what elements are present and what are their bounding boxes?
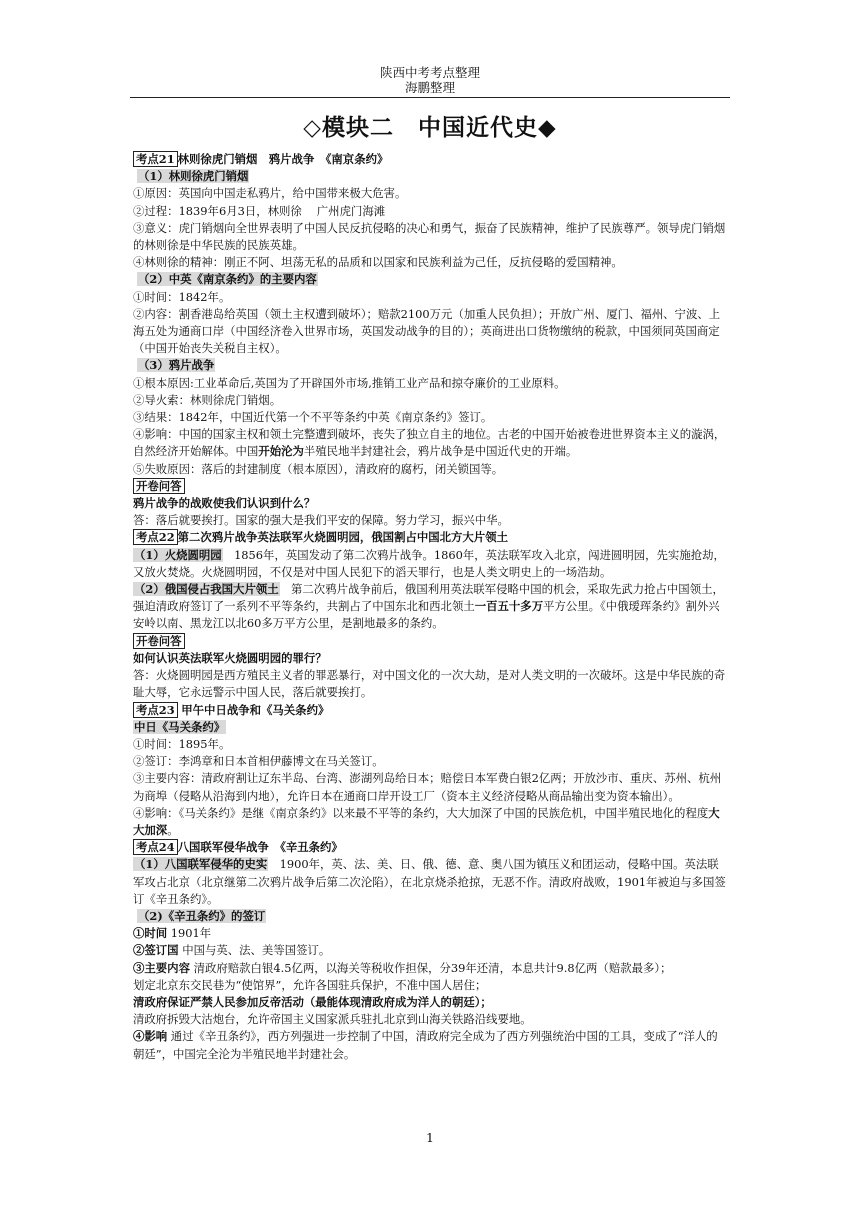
kd22-text: 平方公里。《中俄瑷珲条约》割外兴安岭以南、黑龙江以北60多万平方公里，是割地最多的条约。 — [133, 599, 720, 631]
kd23-bold-text: 大大加深 — [133, 805, 720, 837]
kd23-line — [133, 805, 729, 839]
kd21-line: ④林则徐的精神：刚正不阿、坦荡无私的品质和以国家和民族利益为己任，反抗侵略的爱国精神。 — [133, 255, 623, 270]
kd21-line — [133, 426, 729, 460]
kd24-label: ①时间 — [133, 926, 168, 941]
kd21-line: ②内容：割香港岛给英国（领土主权遭到破坏）；赔款2100万元（加重人民负担）；开放广州、厦门、福州、宁波、上海五处为通商口岸（中国经济卷入世界市场，英国发动战争的目的）；英商进出口货物缴纳的税款，中国须同英国商定（中国开始丧失关税自主权）。 — [133, 306, 721, 356]
kd23-text: ④影响：《马关条约》是继《南京条约》以来最不平等的条约，大大加深了中国的民族危机，中国半殖民地化的程度 — [133, 805, 709, 820]
kd21-qa-badge: 开卷问答 — [133, 478, 185, 494]
kd21-sub3: （3）鸦片战争 — [138, 358, 215, 373]
kd23-text: 。 — [167, 822, 179, 837]
kd21-line: ①根本原因:工业革命后,英国为了开辟国外市场,推销工业产品和掠夺廉价的工业原料。 — [133, 375, 566, 390]
kd24-badge: 考点24 — [133, 839, 178, 855]
kd23-title: 甲午中日战争和《马关条约》 — [181, 702, 330, 717]
kd23-badge: 考点23 — [133, 702, 178, 718]
kd24-line — [133, 925, 729, 942]
kd21-line: ③结果：1842年，中国近代第一个不平等条约中英《南京条约》签订。 — [133, 410, 493, 425]
kd21-line: ⑤失败原因：落后的封建制度（根本原因），清政府的腐朽，闭关锁国等。 — [133, 461, 504, 476]
page-title: ◇模块二 中国近代史◆ — [303, 114, 557, 141]
kd22-text: 1856年，英国发动了第二次鸦片战争。1860年，英法联军攻入北京，闯进圆明园，先实施抢劫，又放火焚烧。火烧圆明园，不仅是对中国人民犯下的滔天罪行，也是人类文明史上的一场浩劫。 — [133, 547, 725, 579]
kd21-line: ①原因：英国向中国走私鸦片，给中国带来极大危害。 — [133, 186, 407, 201]
kd24-text: 1901年 — [167, 926, 212, 941]
kd24-label: ②签订国 — [133, 943, 179, 958]
kd24-sub2: （2)《辛丑条约》的签订 — [138, 908, 266, 923]
kd21-line: ②过程：1839年6月3日，林则徐 广州虎门海滩 — [133, 203, 386, 218]
kd24-line — [133, 942, 729, 959]
kd23-sub1: 中日《马关条约》 — [134, 719, 226, 734]
kd24-text: 中国与英、法、美等国签订。 — [178, 943, 331, 958]
kd22-badge: 考点22 — [133, 529, 178, 545]
kd23-line: ②签订：李鸿章和日本首相伊藤博文在马关签订。 — [133, 754, 384, 769]
kd24-line: 划定北京东交民巷为“使馆界”，允许各国驻兵保护，不准中国人居住； — [133, 977, 487, 992]
kd24-text: 清政府赔款白银4.5亿两，以海关等税收作担保，分39年还清，本息共计9.8亿两（赔款最多）； — [189, 960, 672, 975]
kd24-line: 清政府拆毁大沽炮台，允许帝国主义国家派兵驻扎北京到山海关铁路沿线要地。 — [133, 1012, 532, 1027]
kd22-title: 第二次鸦片战争英法联军火烧圆明园，俄国割占中国北方大片领土 — [177, 530, 508, 545]
kd22-text: 第二次鸦片战争前后，俄国利用英法联军侵略中国的机会，采取先武力抢占中国领土，强迫清政府签订了一系列不平等条约，共割占了中国东北和西北领土 — [133, 582, 724, 614]
kd24-para — [133, 856, 729, 908]
kd21-badge: 考点21 — [133, 151, 178, 167]
kd21-heading — [133, 151, 729, 168]
page-number: 1 — [426, 1130, 434, 1145]
header-title: 陕西中考考点整理 — [379, 65, 480, 80]
kd21-bold-text: 开始沦为 — [258, 444, 304, 459]
kd22-heading — [133, 529, 729, 546]
kd24-line-bold: 清政府保证严禁人民参加反帝活动（最能体现清政府成为洋人的朝廷）； — [133, 994, 492, 1009]
kd21-line: ②导火索：林则徐虎门销烟。 — [133, 392, 282, 407]
header-author: 海鹏整理 — [404, 80, 455, 95]
kd24-label: ③主要内容 — [133, 960, 190, 975]
kd21-line: ①时间：1842年。 — [133, 289, 231, 304]
kd21-line: ③意义：虎门销烟向全世界表明了中国人民反抗侵略的决心和勇气，振奋了民族精神，维护了民族尊严。领导虎门销烟的林则徐是中华民族的民族英雄。 — [133, 220, 726, 253]
kd21-text: ④影响：中国的国家主权和领土完整遭到破坏，丧失了独立自主的地位。古老的中国开始被卷进世界资本主义的漩涡，自然经济开始解体。中国 — [133, 427, 726, 459]
kd22-answer: 答：火烧圆明园是西方殖民主义者的罪恶暴行，对中国文化的一次大劫，是对人类文明的一次破坏。这是中华民族的奇耻大辱，它永远警示中国人民，落后就要挨打。 — [133, 668, 726, 700]
kd22-para — [133, 581, 729, 633]
kd24-title: 八国联军侵华战争 《辛丑条约》 — [177, 840, 343, 855]
document-body — [133, 151, 729, 1063]
kd22-sub1: （1）火烧圆明园 — [134, 547, 222, 562]
kd21-sub2: （2）中英《南京条约》的主要内容 — [138, 272, 317, 287]
kd22-qa-badge: 开卷问答 — [133, 633, 185, 649]
header-rule — [130, 97, 730, 98]
kd24-text: 通过《辛丑条约》，西方列强进一步控制了中国，清政府完全成为了西方列强统治中国的工具，变成了“洋人的朝廷”，中国完全沦为半殖民地半封建社会。 — [133, 1029, 718, 1061]
kd21-text: 半殖民地半封建社会，鸦片战争是中国近代史的开端。 — [303, 444, 578, 459]
kd24-label: ④影响 — [133, 1029, 168, 1044]
kd21-answer: 答：落后就要挨打。国家的强大是我们平安的保障。努力学习，振兴中华。 — [133, 513, 509, 528]
kd22-bold-text: 一百五十多万 — [474, 599, 544, 614]
kd23-line: ①时间：1895年。 — [133, 736, 231, 751]
kd23-line: ③主要内容：清政府割让辽东半岛、台湾、澎湖列岛给日本；赔偿日本军费白银2亿两；开放沙市、重庆、苏州、杭州为商埠（侵略从沿海到内地），允许日本在通商口岸开设工厂（资本主义经济侵略从商品输出变为资本输出）。 — [133, 771, 722, 803]
kd22-para — [133, 547, 729, 581]
kd22-sub2: （2）俄国侵占我国大片领土 — [134, 582, 279, 597]
kd24-line — [133, 960, 729, 977]
kd24-sub1: （1）八国联军侵华的史实 — [134, 857, 268, 872]
kd21-title: 林则徐虎门销烟 鸦片战争 《南京条约》 — [177, 152, 389, 166]
kd23-heading — [133, 702, 729, 719]
kd22-question: 如何认识英法联军火烧圆明园的罪行？ — [133, 650, 327, 665]
kd24-heading — [133, 839, 729, 856]
kd24-line — [133, 1028, 729, 1062]
kd21-sub1: （1）林则徐虎门销烟 — [138, 169, 249, 184]
kd21-question: 鸦片战争的战败使我们认识到什么？ — [133, 496, 316, 511]
kd24-text: 1900年，英、法、美、日、俄、德、意、奥八国为镇压义和团运动，侵略中国。英法联军攻占北京（北京继第二次鸦片战争后第二次沦陷），在北京烧杀抢掠，无恶不作。清政府战败，1901年被迫与多国签订《辛丑条约》。 — [133, 857, 726, 906]
